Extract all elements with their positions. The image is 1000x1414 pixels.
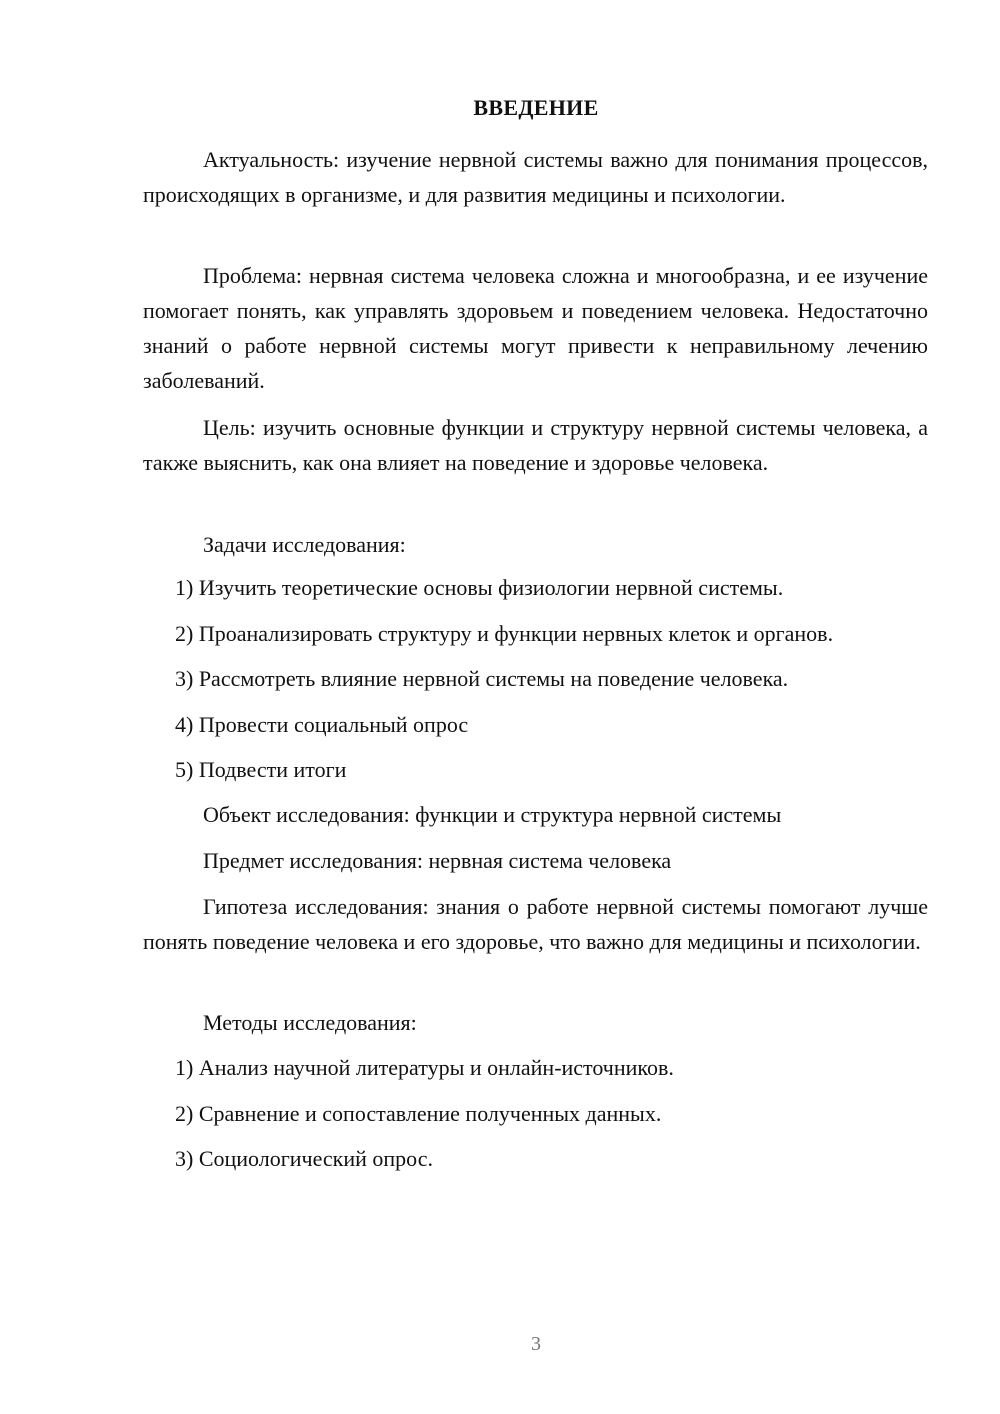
task-item: 4) Провести социальный опрос — [175, 712, 469, 737]
method-item: 2) Сравнение и сопоставление полученных данных. — [175, 1101, 662, 1126]
method-item: 3) Социологический опрос. — [175, 1146, 433, 1171]
method-item: 1) Анализ научной литературы и онлайн-источников. — [175, 1055, 674, 1080]
page-number: 3 — [531, 1333, 541, 1355]
subject-paragraph: Предмет исследования: нервная система человека — [203, 848, 672, 873]
task-item: 2) Проанализировать структуру и функции нервных клеток и органов. — [175, 621, 834, 646]
tasks-label: Задачи исследования: — [203, 532, 406, 557]
task-item: 1) Изучить теоретические основы физиологии нервной системы. — [175, 575, 784, 600]
relevance-paragraph: Актуальность: изучение нервной системы важно для понимания процессов, происходящих в организме, и для развития медицины и психологии. — [143, 147, 928, 207]
problem-paragraph: Проблема: нервная система человека сложна и многообразна, и ее изучение помогает понять, как управлять здоровьем и поведением человека. Недостаточно знаний о работе нервной системы могут привести к неправильному лечению заболеваний. — [143, 263, 928, 393]
section-heading: ВВЕДЕНИЕ — [473, 95, 599, 120]
goal-paragraph: Цель: изучить основные функции и структуру нервной системы человека, а также выяснить, как она влияет на поведение и здоровье человека. — [143, 415, 928, 475]
hypothesis-paragraph: Гипотеза исследования: знания о работе нервной системы помогают лучше понять поведение человека и его здоровье, что важно для медицины и психологии. — [143, 894, 928, 954]
task-item: 3) Рассмотреть влияние нервной системы на поведение человека. — [175, 666, 789, 691]
task-item: 5) Подвести итоги — [175, 757, 347, 782]
methods-label: Методы исследования: — [203, 1010, 417, 1035]
object-paragraph: Объект исследования: функции и структура нервной системы — [203, 802, 782, 827]
